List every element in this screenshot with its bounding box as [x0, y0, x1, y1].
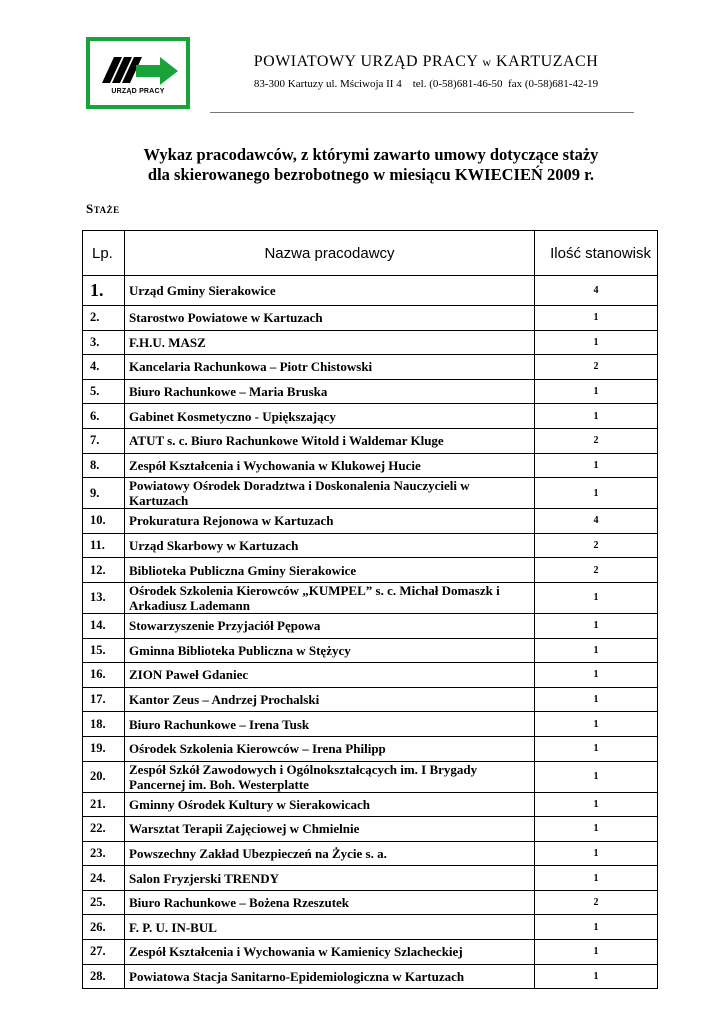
positions-count: 1: [535, 478, 658, 509]
table-row: [83, 428, 658, 453]
table-row: [83, 940, 658, 965]
row-number: 27.: [83, 940, 125, 965]
table-row: [83, 478, 658, 509]
header-positions-count: Ilość stanowisk: [535, 231, 658, 276]
table-row: [83, 890, 658, 915]
employer-name: Biuro Rachunkowe – Bożena Rzeszutek: [125, 890, 535, 915]
positions-count: 1: [535, 404, 658, 429]
header-divider: [210, 112, 634, 113]
positions-count: 1: [535, 638, 658, 663]
employer-name: Zespół Kształcenia i Wychowania w Kamienicy Szlacheckiej: [125, 940, 535, 965]
row-number: 11.: [83, 533, 125, 558]
employer-name: Prokuratura Rejonowa w Kartuzach: [125, 509, 535, 534]
positions-count: 2: [535, 558, 658, 583]
positions-count: 1: [535, 792, 658, 817]
table-row: [83, 379, 658, 404]
table-row: [83, 866, 658, 891]
row-number: 14.: [83, 613, 125, 638]
table-row: [83, 276, 658, 306]
row-number: 28.: [83, 964, 125, 989]
table-row: [83, 613, 658, 638]
positions-count: 1: [535, 453, 658, 478]
row-number: 8.: [83, 453, 125, 478]
positions-count: 2: [535, 428, 658, 453]
positions-count: 1: [535, 915, 658, 940]
row-number: 7.: [83, 428, 125, 453]
table-row: [83, 330, 658, 355]
positions-count: 4: [535, 276, 658, 306]
title-line-2: dla skierowanego bezrobotnego w miesiącu KWIECIEŃ 2009 r.: [147, 165, 595, 184]
table-row: [83, 306, 658, 331]
section-label: Staże: [86, 201, 120, 216]
table-row: [83, 736, 658, 761]
header-employer-name: Nazwa pracodawcy: [125, 231, 535, 276]
table-row: [83, 558, 658, 583]
employer-name: Kantor Zeus – Andrzej Prochalski: [125, 687, 535, 712]
table-row: [83, 404, 658, 429]
row-number: 22.: [83, 817, 125, 842]
row-number: 17.: [83, 687, 125, 712]
positions-count: 2: [535, 355, 658, 380]
positions-count: 2: [535, 890, 658, 915]
row-number: 26.: [83, 915, 125, 940]
row-number: 3.: [83, 330, 125, 355]
table-row: [83, 509, 658, 534]
table-row: [83, 355, 658, 380]
row-number: 19.: [83, 736, 125, 761]
employer-name: Biblioteka Publiczna Gminy Sierakowice: [125, 558, 535, 583]
table-row: [83, 533, 658, 558]
org-name-part1: POWIATOWY URZĄD PRACY: [253, 53, 478, 70]
positions-count: 1: [535, 582, 658, 613]
employer-name: Urząd Skarbowy w Kartuzach: [125, 533, 535, 558]
row-number: 24.: [83, 866, 125, 891]
table-row: [83, 582, 658, 613]
positions-count: 1: [535, 817, 658, 842]
row-number: 4.: [83, 355, 125, 380]
employer-name: Stowarzyszenie Przyjaciół Pępowa: [125, 613, 535, 638]
row-number: 20.: [83, 761, 125, 792]
row-number: 5.: [83, 379, 125, 404]
table-row: [83, 638, 658, 663]
table-header-row: [83, 231, 658, 276]
row-number: 16.: [83, 663, 125, 688]
employer-name: Ośrodek Szkolenia Kierowców „KUMPEL” s. c. Michał Domaszk i Arkadiusz Lademann: [125, 582, 535, 613]
arrow-logo-icon: [96, 49, 180, 87]
employer-name: ATUT s. c. Biuro Rachunkowe Witold i Waldemar Kluge: [125, 428, 535, 453]
table-row: [83, 915, 658, 940]
row-number: 21.: [83, 792, 125, 817]
positions-count: 1: [535, 306, 658, 331]
title-line-1: Wykaz pracodawców, z którymi zawarto umowy dotyczące staży: [143, 145, 599, 164]
organization-name: [196, 53, 656, 71]
employer-name: F.H.U. MASZ: [125, 330, 535, 355]
employer-name: Biuro Rachunkowe – Maria Bruska: [125, 379, 535, 404]
table-row: [83, 712, 658, 737]
logo-text: URZĄD PRACY: [111, 88, 165, 95]
row-number: 15.: [83, 638, 125, 663]
table-row: [83, 964, 658, 989]
positions-count: 1: [535, 940, 658, 965]
row-number: 13.: [83, 582, 125, 613]
employer-name: Gabinet Kosmetyczno - Upiększający: [125, 404, 535, 429]
row-number: 9.: [83, 478, 125, 509]
positions-count: 1: [535, 379, 658, 404]
positions-count: 1: [535, 964, 658, 989]
employer-name: Salon Fryzjerski TRENDY: [125, 866, 535, 891]
employer-name: Urząd Gminy Sierakowice: [125, 276, 535, 306]
row-number: 18.: [83, 712, 125, 737]
row-number: 25.: [83, 890, 125, 915]
header-lp: Lp.: [83, 231, 125, 276]
table-row: [83, 817, 658, 842]
employer-name: Powiatowy Ośrodek Doradztwa i Doskonalenia Nauczycieli w Kartuzach: [125, 478, 535, 509]
employer-name: Zespół Szkół Zawodowych i Ogólnokształcących im. I Brygady Pancernej im. Boh. Westerplatte: [125, 761, 535, 792]
employer-name: Powiatowa Stacja Sanitarno-Epidemiologiczna w Kartuzach: [125, 964, 535, 989]
positions-count: 2: [535, 533, 658, 558]
row-number: 12.: [83, 558, 125, 583]
table-body: [83, 276, 658, 989]
positions-count: 1: [535, 687, 658, 712]
employer-name: Warsztat Terapii Zajęciowej w Chmielnie: [125, 817, 535, 842]
positions-count: 1: [535, 663, 658, 688]
positions-count: 1: [535, 841, 658, 866]
employer-name: Ośrodek Szkolenia Kierowców – Irena Philipp: [125, 736, 535, 761]
employer-name: Kancelaria Rachunkowa – Piotr Chistowski: [125, 355, 535, 380]
table-row: [83, 761, 658, 792]
document-title: [86, 145, 656, 185]
table-row: [83, 663, 658, 688]
table-row: [83, 792, 658, 817]
employer-name: Starostwo Powiatowe w Kartuzach: [125, 306, 535, 331]
positions-count: 1: [535, 866, 658, 891]
positions-count: 4: [535, 509, 658, 534]
employer-name: Zespół Kształcenia i Wychowania w Klukowej Hucie: [125, 453, 535, 478]
employer-name: Biuro Rachunkowe – Irena Tusk: [125, 712, 535, 737]
employer-name: Gminny Ośrodek Kultury w Sierakowicach: [125, 792, 535, 817]
employers-table: [82, 230, 658, 989]
row-number: 23.: [83, 841, 125, 866]
org-name-part2: KARTUZACH: [496, 53, 599, 70]
positions-count: 1: [535, 736, 658, 761]
positions-count: 1: [535, 613, 658, 638]
table-row: [83, 841, 658, 866]
row-number: 10.: [83, 509, 125, 534]
row-number: 6.: [83, 404, 125, 429]
row-number: 1.: [83, 276, 125, 306]
row-number: 2.: [83, 306, 125, 331]
organization-address: 83-300 Kartuzy ul. Mściwoja II 4 tel. (0-58)681-46-50 fax (0-58)681-42-19: [253, 78, 599, 90]
employer-name: ZION Paweł Gdaniec: [125, 663, 535, 688]
positions-count: 1: [535, 712, 658, 737]
table-row: [83, 687, 658, 712]
employer-name: Gminna Biblioteka Publiczna w Stężycy: [125, 638, 535, 663]
table-row: [83, 453, 658, 478]
positions-count: 1: [535, 761, 658, 792]
org-name-w: w: [482, 55, 492, 69]
office-logo: [86, 37, 190, 109]
positions-count: 1: [535, 330, 658, 355]
employer-name: F. P. U. IN-BUL: [125, 915, 535, 940]
employer-name: Powszechny Zakład Ubezpieczeń na Życie s. a.: [125, 841, 535, 866]
